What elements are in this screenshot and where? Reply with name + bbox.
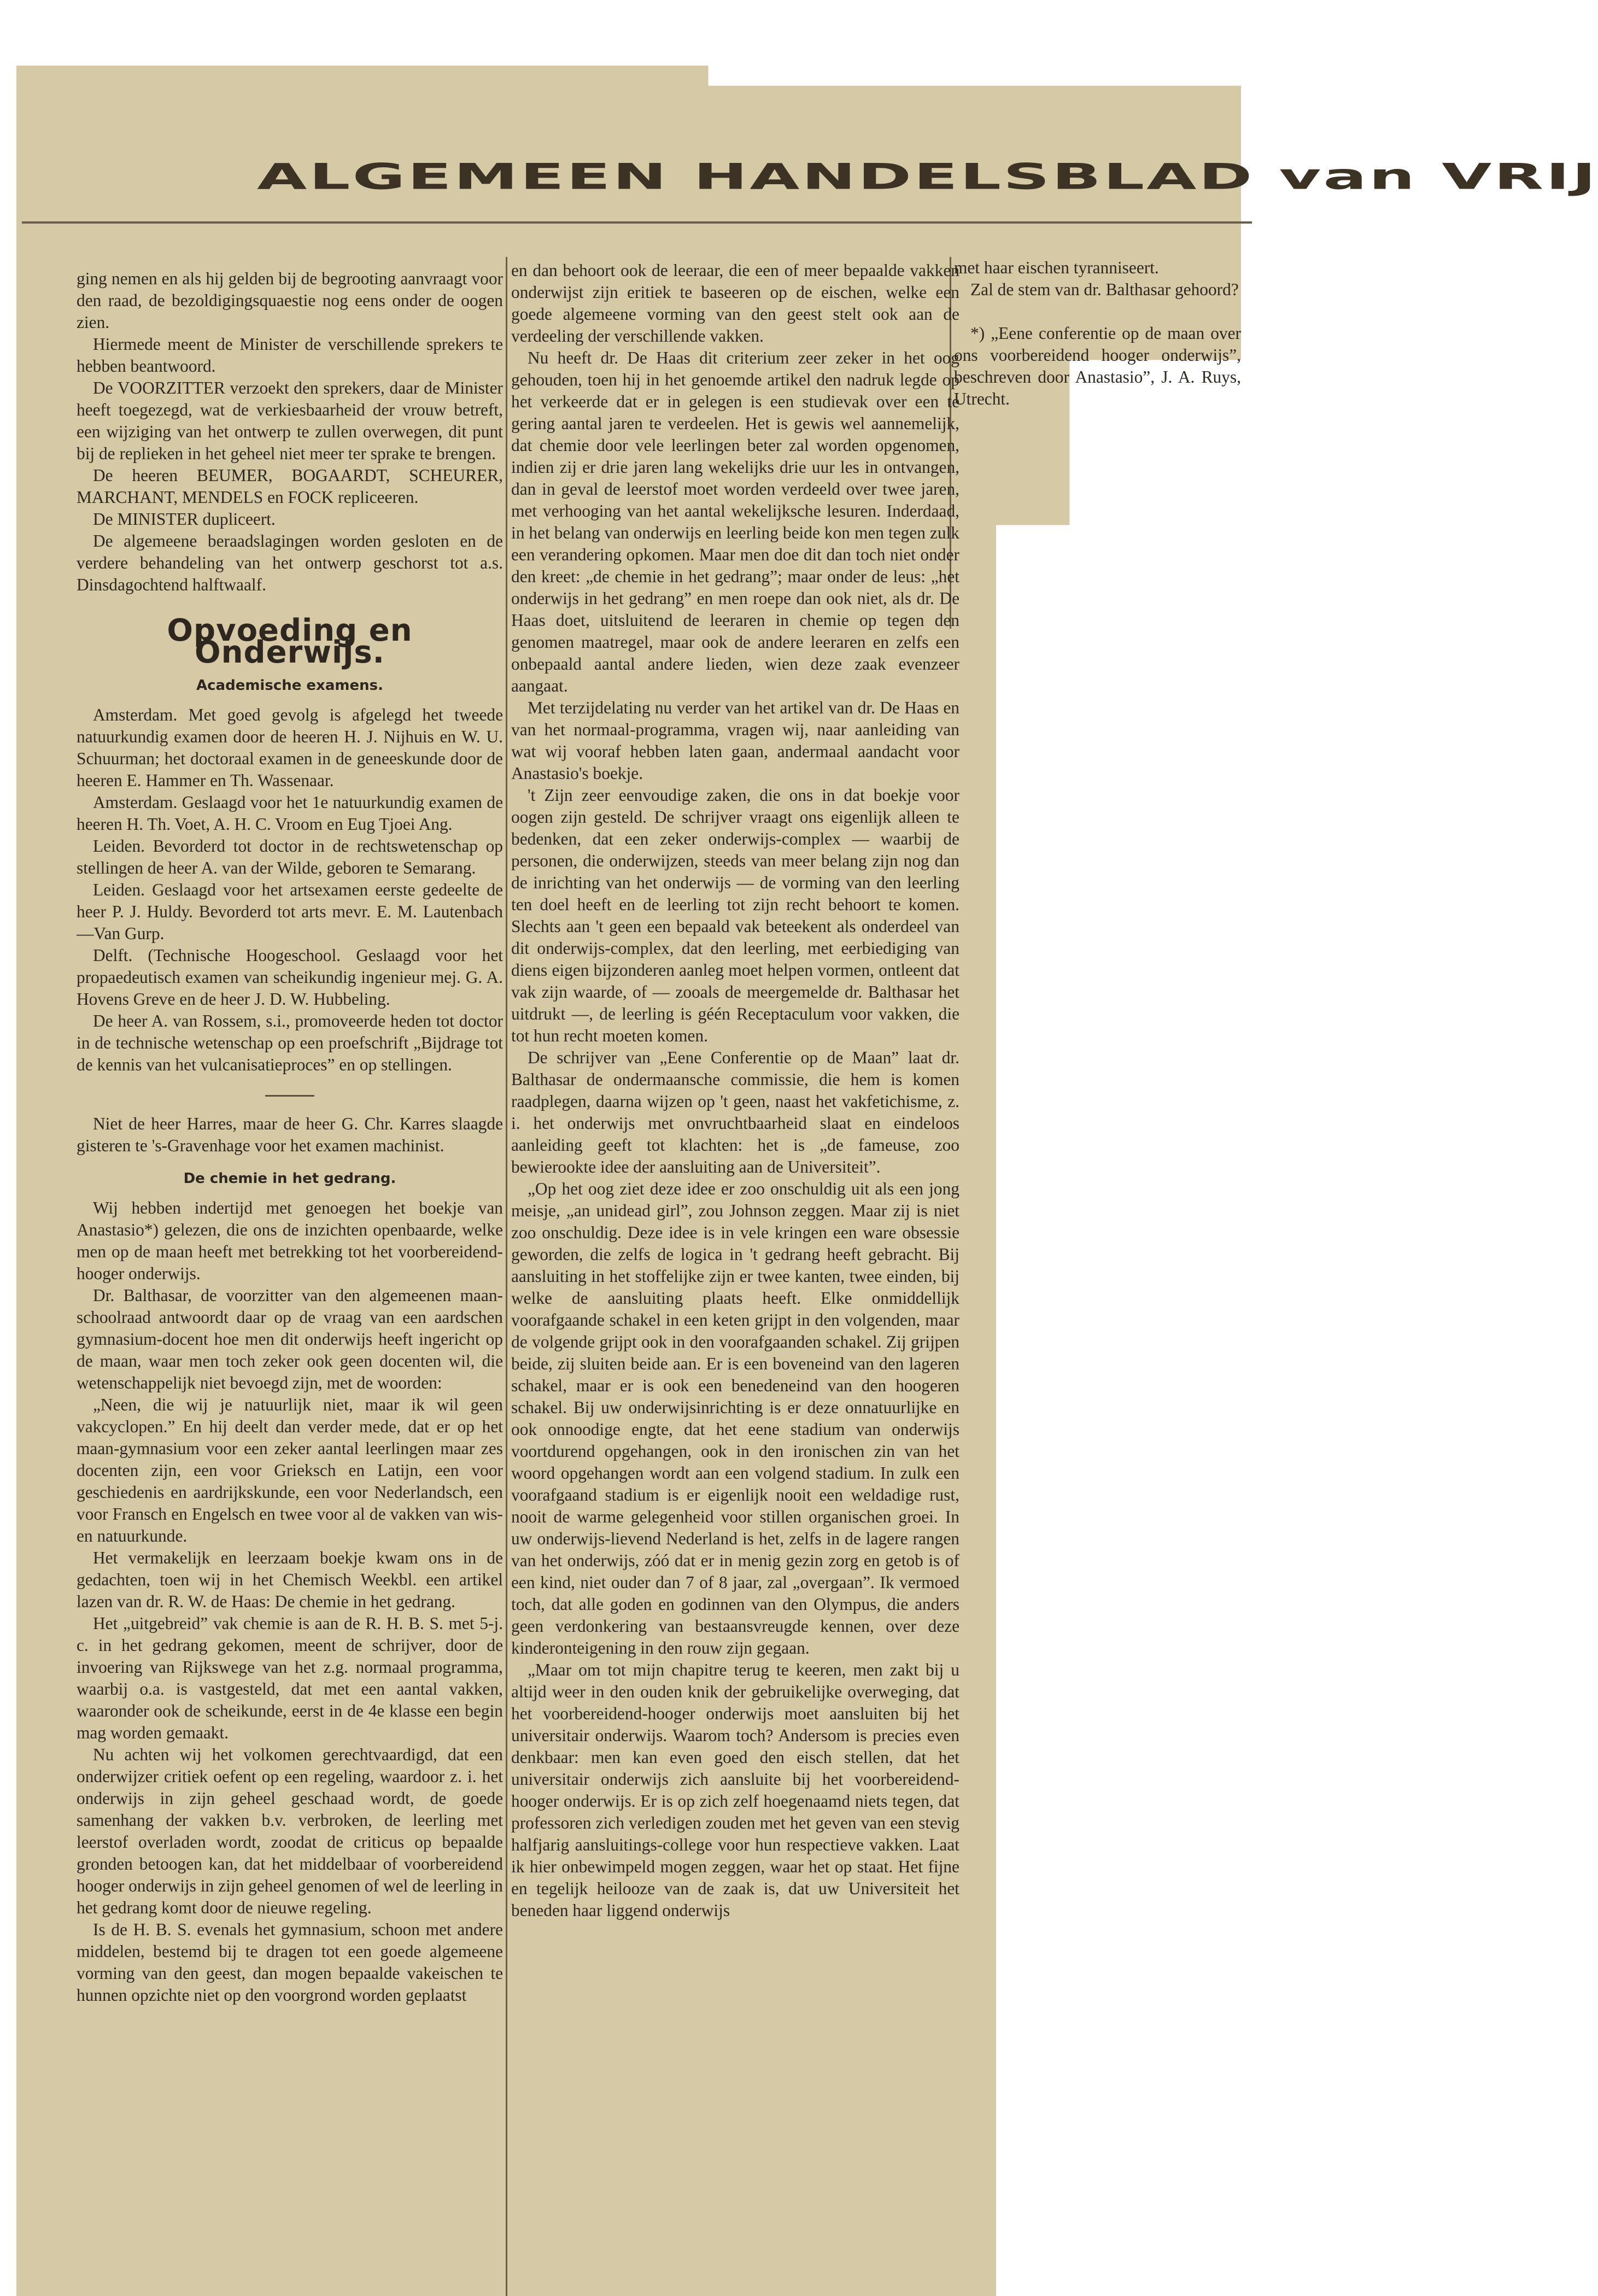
paragraph: Dr. Balthasar, de voorzitter van den algemeenen maan-schoolraad antwoordt daar op de vraag van een aardschen gymnasium-docent hoe men dit onderwijs heeft ingericht op de maan, waar men toch zeker ook geen docenten wil, die wetenschappelijk niet bevoegd zijn, met de woorden: xyxy=(77,1286,503,1392)
masthead-rule xyxy=(22,221,1252,224)
paragraph: Amsterdam. Met goed gevolg is afgelegd het tweede natuurkundig examen door de heeren H. J. Nijhuis en W. U. Schuurman; het doctoraal examen in de geneeskunde door de heeren E. Hammer en Th. Wassenaar. xyxy=(77,705,503,790)
paragraph: De VOORZITTER verzoekt den sprekers, daar de Minister heeft toegezegd, wat de verkiesbaarheid der vrouw betreft, een wijziging van het ontwerp te zullen overwegen, dit punt bij de replieken in het geheel niet meer ter sprake te brengen. xyxy=(77,378,503,463)
paragraph: De schrijver van „Eene Conferentie op de Maan” laat dr. Balthasar de ondermaansche commissie, die hem is komen raadplegen, daarna wijzen op 't geen, naast het vakfetichisme, z. i. het onderwijs met onvruchtbaarheid slaat en eindeloos aanleiding geeft tot klachten: het is „de fameuse, zoo bewierookte idee der aansluiting aan de Universiteit”. xyxy=(511,1048,959,1176)
paragraph: De heer A. van Rossem, s.i., promoveerde heden tot doctor in de technische wetenschap op een proefschrift „Bijdrage tot de kennis van het vulcanisatieproces” en op stellingen. xyxy=(77,1011,503,1074)
subheading: De chemie in het gedrang. xyxy=(183,1170,396,1187)
paragraph: 't Zijn zeer eenvoudige zaken, die ons in dat boekje voor oogen zijn gesteld. De schrijver vraagt ons eigenlijk alleen te bedenken, dat een zeker onderwijs-complex — waarbij de personen, die onderwijzen, steeds van meer belang zijn nog dan de inrichting van het onderwijs — de vorming van den leerling ten doel heeft en de leerling tot zijn recht behoort te komen. Slechts aan 't geen een bepaald vak beteekent als onderdeel van dit onderwijs-complex, dat den leerling, met eerbiediging van diens eigen bijzonderen aanleg moet helpen vormen, ontleent dat vak zijn waarde, of — zooals de meergemelde dr. Balthasar het uitdrukt —, de leerling is géén Receptaculum voor vakken, die tot hun recht moeten komen. xyxy=(511,786,959,1045)
section-heading: Opvoeding en Onderwijs. xyxy=(167,613,413,670)
column-left xyxy=(77,268,503,2296)
paragraph: met haar eischen tyranniseert. xyxy=(954,258,1159,277)
paragraph: Wij hebben indertijd met genoegen het boekje van Anastasio*) gelezen, die ons de inzichten openbaarde, welke men op de maan heeft met betrekking tot het voorbereidend-hooger onderwijs. xyxy=(77,1198,503,1283)
paragraph: „Op het oog ziet deze idee er zoo onschuldig uit als een jong meisje, „an unidead girl”, zou Johnson zeggen. Maar zij is niet zoo onschuldig. Deze idee is in vele kringen een ware obsessie geworden, die zelfs de logica in 't gedrang heeft gebracht. Bij aansluiting in het stoffelijke zijn er twee kanten, twee einden, bij welke de aansluiting plaats heeft. Elke onmiddellijk voorafgaande schakel in een keten grijpt in den volgenden, maar de volgende grijpt ook in den voorafgaanden schakel. Zij grijpen beide, zij sluiten beide aan. Er is een boveneind van den lageren schakel, maar er is ook een benedeneind van den hoogeren schakel. Bij uw onderwijsinrichting is er deze onnatuurlijke en ook onnoodige engte, dat het eene stadium van onderwijs voortdurend opgehangen, ook in den ironischen zin van het woord opgehangen wordt aan een volgend stadium. In zulk een voorafgaand stadium is er eigenlijk nooit een weldadige rust, nooit de warme gelegenheid voor stillen organischen groei. In uw onderwijs-lievend Nederland is het, zelfs in de lagere rangen van het onderwijs, zóó dat er in menig gezin zorg en getob is of een kind, niet ouder dan 7 of 8 jaar, zal „overgaan”. Ik vermoed toch, dat alle goden en godinnen van den Olympus, die anders geen verdonkering van bestaansvreugde kennen, over deze kinderonteigening in den rouw zijn gegaan. xyxy=(511,1179,959,1657)
newspaper-masthead: ALGEMEEN HANDELSBLAD van VRIJ xyxy=(257,156,1598,197)
paragraph: De MINISTER dupliceert. xyxy=(93,509,276,529)
paragraph: Zal de stem van dr. Balthasar gehoord? xyxy=(970,280,1239,299)
paragraph: Het „uitgebreid” vak chemie is aan de R. H. B. S. met 5-j. c. in het gedrang gekomen, meent de schrijver, door de invoering van Rijkswege van het z.g. normaal programma, waarbij o.a. is vastgesteld, dat met een aantal vakken, waaronder ook de scheikunde, eerst in de 4e klasse een begin mag worden gemaakt. xyxy=(77,1614,503,1742)
paragraph: Delft. (Technische Hoogeschool. Geslaagd voor het propaedeutisch examen van scheikundig ingenieur mej. G. A. Hovens Greve en de heer J. D. W. Hubbeling. xyxy=(77,946,503,1009)
paragraph: Leiden. Bevorderd tot doctor in de rechtswetenschap op stellingen de heer A. van der Wilde, geboren te Semarang. xyxy=(77,836,503,877)
paragraph: Is de H. B. S. evenals het gymnasium, schoon met andere middelen, bestemd bij te dragen tot een goede algemeene vorming van den geest, dan mogen bepaalde vakeischen te hunnen opzichte niet op den voorgrond worden geplaatst xyxy=(77,1920,503,2005)
paragraph: „Neen, die wij je natuurlijk niet, maar ik wil geen vakcyclopen.” En hij deelt dan verder mede, dat er op het maan-gymnasium voor een zeker aantal leerlingen maar zes docenten zijn, een voor Grieksch en Latijn, een voor geschiedenis en aardrijkskunde, een voor Nederlandsch, een voor Fransch en Engelsch en twee voor al de vakken van wis- en natuurkunde. xyxy=(77,1395,503,1545)
paragraph: ging nemen en als hij gelden bij de begrooting aanvraagt voor den raad, de bezoldigingsquaestie nog eens onder de oogen zien. xyxy=(77,269,503,332)
paragraph: De algemeene beraadslagingen worden gesloten en de verdere behandeling van het ontwerp geschorst tot a.s. Dinsdagochtend halftwaalf. xyxy=(77,531,503,594)
column-middle xyxy=(511,260,959,2296)
paragraph: Nu heeft dr. De Haas dit criterium zeer zeker in het oog gehouden, toen hij in het genoemde artikel den nadruk legde op het verkeerde dat er in gelegen is een studievak over een te gering aantal jaren te verdeelen. Het is gewis wel aannemelijk, dat chemie door vele leerlingen beter zal worden opgenomen, indien zij er drie jaren lang wekelijks drie uur les in ontvangen, dan in geval de leerstof moet worden verdeeld over twee jaren, met verhooging van het aantal wekelijksche lesuren. Inderdaad, in het belang van onderwijs en leerling beide kon men tegen zulk een verandering opkomen. Maar men doe dit dan toch niet onder den kreet: „de chemie in het gedrang”; maar onder de leus: „het onderwijs in het gedrang” en men roepe dan ook niet, als dr. De Haas doet, uitsluitend de leeraren in chemie op tegen den genomen maatregel, maar ook de andere leeraren en zelfs een onbepaald aantal andere lieden, wien deze zaak evenzeer aangaat. xyxy=(511,348,959,695)
subheading: Academische examens. xyxy=(196,677,383,694)
paragraph: Nu achten wij het volkomen gerechtvaardigd, dat een onderwijzer critiek oefent op een regeling, waardoor z. i. het onderwijs in zijn geheel geschaad wordt, de goede samenhang der vakken b.v. verbroken, de leerling met leerstof overladen wordt, zoodat de criticus op bepaalde gronden betoogen kan, dat het middelbaar of voorbereidend hooger onderwijs in zijn geheel genomen of wel de leerling in het gedrang komt door de nieuwe regeling. xyxy=(77,1745,503,1917)
paragraph: De heeren BEUMER, BOGAARDT, SCHEURER, MARCHANT, MENDELS en FOCK repliceeren. xyxy=(77,466,503,507)
paragraph: Amsterdam. Geslaagd voor het 1e natuurkundig examen de heeren H. Th. Voet, A. H. C. Vroom en Eug Tjoei Ang. xyxy=(77,793,503,834)
column-rule xyxy=(506,257,507,2296)
paragraph: Hiermede meent de Minister de verschillende sprekers te hebben beantwoord. xyxy=(77,335,503,376)
paragraph: Niet de heer Harres, maar de heer G. Chr. Karres slaagde gisteren te 's-Gravenhage voor het examen machinist. xyxy=(77,1114,503,1155)
paragraph: Leiden. Geslaagd voor het artsexamen eerste gedeelte de heer P. J. Huldy. Bevorderd tot arts mevr. E. M. Lautenbach—Van Gurp. xyxy=(77,880,503,943)
footnote: *) „Eene conferentie op de maan over ons voorbereidend hooger onderwijs”, beschreven door Anastasio”, J. A. Ruys, Utrecht. xyxy=(954,324,1241,408)
column-right xyxy=(954,257,1241,612)
paragraph: en dan behoort ook de leeraar, die een of meer bepaalde vakken onderwijst zijn eritiek te baseeren op de eischen, welke een goede algemeene vorming van den geest stelt ook aan de verdeeling der verschillende vakken. xyxy=(511,261,959,345)
paragraph: „Maar om tot mijn chapitre terug te keeren, men zakt bij u altijd weer in den ouden knik der gebruikelijke overweging, dat het voorbereidend-hooger onderwijs moet aansluiten bij het universitair onderwijs. Waarom toch? Andersom is precies even denkbaar: men kan even goed den eisch stellen, dat het universitair onderwijs zich aansluite bij het voorbereidend-hooger onderwijs. Er is op zich zelf hoegenaamd niets tegen, dat professoren zich verledigen zouden met het geven van een stevig halfjarig aansluitings-college voor hun respectieve vakken. Laat ik hier onbewimpeld mogen zeggen, waar het op staat. Het fijne en tegelijk heilooze van de zaak is, dat uw Universiteit het beneden haar liggend onderwijs xyxy=(511,1660,959,1920)
separator xyxy=(77,1083,503,1105)
paragraph: Met terzijdelating nu verder van het artikel van dr. De Haas en van het normaal-programma, vragen wij, naar aanleiding van wat wij vooraf hebben laten gaan, andermaal aandacht voor Anastasio's boekje. xyxy=(511,698,959,783)
paragraph: Het vermakelijk en leerzaam boekje kwam ons in de gedachten, toen wij in het Chemisch Weekbl. een artikel lazen van dr. R. W. de Haas: De chemie in het gedrang. xyxy=(77,1548,503,1611)
